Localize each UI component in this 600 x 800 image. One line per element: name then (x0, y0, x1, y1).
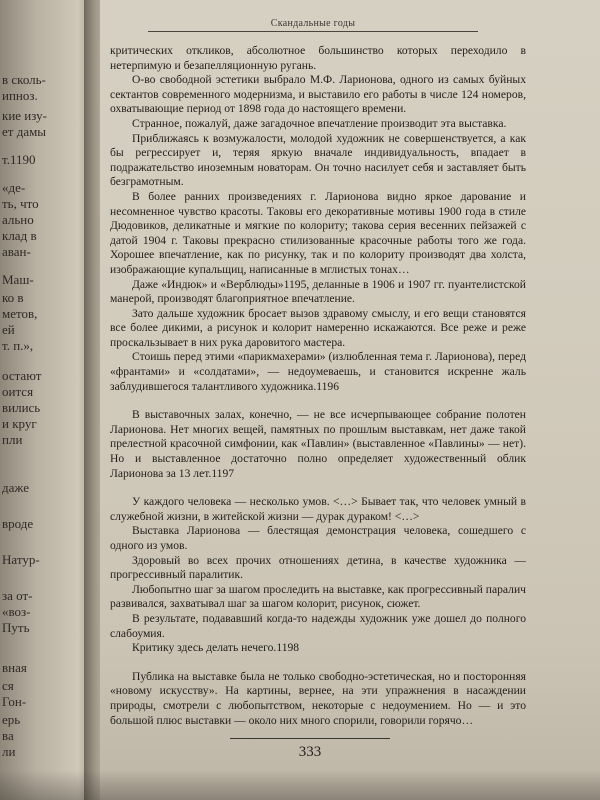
left-page-fragment: «де- (2, 180, 26, 195)
running-head: Скандальные годы (148, 18, 478, 32)
page-number: 333 (298, 744, 322, 760)
body-paragraph: В выставочных залах, конечно, — не все исчерпывающее собрание полотен Ларионова. Нет многих вещей, памятных по прошлым выставкам, нет даже такой прелестной красочной симфонии, как «Павлин» (выставленное «Павлины» — нет). Но и выставленное достаточно полно определяет художественный облик Ларионова за 13 лет.1197 (110, 408, 526, 480)
left-page-fragment: ей (2, 322, 15, 337)
left-page-fragment: аван- (2, 244, 31, 259)
left-page-fragment: т.1190 (2, 152, 36, 167)
left-page-fragment: метов, (2, 306, 38, 321)
left-page-fragment: Путь (2, 620, 30, 635)
bottom-shadow (0, 770, 600, 800)
left-page-fragment: ть, что (2, 196, 39, 211)
body-paragraph: Любопытно шаг за шагом проследить на выставке, как прогрессивный паралич развивался, захватывал шаг за шагом колорит, рисунок, сюжет. (110, 582, 526, 611)
left-page-fragment: кие изу- (2, 108, 47, 123)
left-page-fragment: «воз- (2, 604, 31, 619)
left-page-fragment: Гон- (2, 694, 27, 709)
left-page-fragment: ально (2, 212, 34, 227)
body-paragraph: В более ранних произведениях г. Ларионова видно яркое дарование и несомненное чувство красоты. Таковы его декоративные мотивы 1900 года в стиле Дюдовиков, деликатные и мягкие по колориту; такова серия весенних пейзажей с датой 1904 г. Таковы прекрасно стилизованные красочные работы того же года. Хорошее впечатление, как по рисунку, так и по колориту производят два холста, изображающие купальщиц, написанные в мглистых тонах… (110, 189, 526, 276)
body-paragraph: Выставка Ларионова — блестящая демонстрация человека, сошедшего с одного из умов. (110, 524, 526, 552)
left-page-fragment: остают (2, 368, 42, 383)
body-paragraph: Публика на выставке была не только свободно-эстетическая, но и посторонняя «новому искусству». На картины, вернее, на эти упражнения в насаждении природы, смотрели с любопытством, некоторые с недоумением. Но — и это большой плюс выставки — около них много спорили, говорили горячо… (110, 669, 526, 727)
left-page-fragment: ерь (2, 712, 21, 727)
left-page-fragment: вились (2, 400, 41, 415)
body-paragraph: Зато дальше художник бросает вызов здравому смыслу, и его вещи становятся все более дикими, а рисунок и колорит намеренно искажаются. Все реже и реже проскальзывает в них рука даровитого мастера. (110, 306, 526, 349)
body-paragraph: Приближаясь к возмужалости, молодой художник не совершенствуется, а как бы регрессирует и, теряя яркую вначале индивидуальность, впадает в подражательство иноземным новаторам. Он точно насилует себя и заставляет быть безграмотным. (110, 131, 526, 189)
body-paragraph: У каждого человека — несколько умов. <…> Бывает так, что человек умный в служебной жизни, в житейской жизни — дурак дураком! <…> (110, 495, 526, 523)
left-page-fragment: за от- (2, 588, 33, 603)
left-page-fragment: ли (2, 744, 16, 759)
page-body-text (110, 44, 526, 728)
body-paragraph: Даже «Индюк» и «Верблюды»1195, деланные в 1906 и 1907 гг. пуантелистской манерой, производят благоприятное впечатление. (110, 277, 526, 306)
left-page-fragment: вроде (2, 516, 34, 531)
body-paragraph: Критику здесь делать нечего.1198 (132, 641, 300, 655)
left-page-fragment: ся (2, 678, 14, 693)
body-paragraph: Странное, пожалуй, даже загадочное впечатление производит эта выставка. (132, 116, 507, 130)
left-page-fragment: пли (2, 432, 23, 447)
body-paragraph: Стоишь перед этими «парикмахерами» (излюбленная тема г. Ларионова), перед «франтами» и «солдатами», — недоумеваешь, и становится искренне жаль заблудившегося талантливого художника.1196 (110, 350, 526, 393)
left-page-fragment: в сколь- (2, 72, 46, 87)
left-page-fragment: клад в (2, 228, 37, 243)
left-page-fragment: вная (2, 660, 27, 675)
left-page-fragment: оится (2, 384, 34, 399)
left-page-fragment: и круг (2, 416, 37, 431)
body-paragraph: критических откликов, абсолютное большинство которых переходило в нетерпимую и безапелляционную ругань. (110, 44, 526, 72)
left-page-fragment: ипноз. (2, 88, 38, 103)
footer-rule (230, 738, 390, 739)
left-page-fragment: ко в (2, 290, 24, 305)
body-paragraph: Здоровый во всех прочих отношениях детина, в качестве художника — прогрессивный паралитик. (110, 553, 526, 582)
body-paragraph: О-во свободной эстетики выбрало М.Ф. Ларионова, одного из самых буйных сектантов современного модернизма, и выставило его работы в числе 124 номеров, охватывающие период от 1898 года до настоящего времени. (110, 73, 526, 116)
body-paragraph: В результате, подававший когда-то надежды художник уже дошел до полного слабоумия. (110, 611, 526, 640)
left-page-fragment: Натур- (2, 552, 40, 567)
left-page-fragment: т. п.», (2, 338, 34, 353)
left-page-fragment: ет дамы (2, 124, 47, 139)
previous-page-edge (0, 0, 92, 800)
left-page-fragment: ва (2, 728, 14, 743)
left-page-fragment: Маш- (2, 272, 34, 287)
left-page-fragment: даже (2, 480, 29, 495)
